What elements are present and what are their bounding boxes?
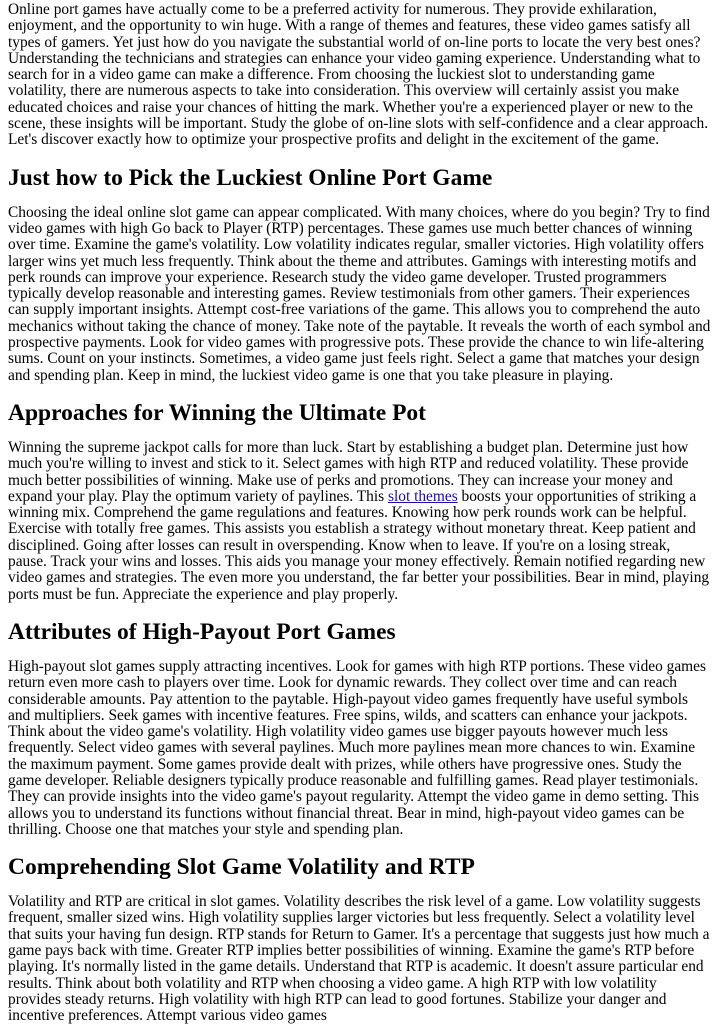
section-body-luckiest-game: Choosing the ideal online slot game can appear complicated. With many choices, where do you begin? Try to find video games with high Go back to Player (RTP) percentages. These games use much better chances of winning over time. Examine the game's volatility. Low volatility indicates regular, smaller victories. High volatility offers larger wins yet much less frequently. Think about the theme and attributes. Gamings with interesting motifs and perk rounds can improve your experience. Research study the video game developer. Trusted programmers typically develop reasonable and interesting games. Review testimonials from other gamers. Their experiences can supply important insights. Attempt cost-free variations of the game. This allows you to comprehend the auto mechanics without taking the chance of money. Take note of the paytable. It reveals the worth of each symbol and prospective payments. Look for video games with progressive pots. These provide the chance to win life-altering sums. Count on your instincts. Sometimes, a video game just feels right. Select a game that matches your design and spending plan. Keep in mind, the luckiest video game is one that you take pleasure in playing. xyxy=(8,203,711,384)
section-body-volatility-rtp: Volatility and RTP are critical in slot games. Volatility describes the risk level of a game. Low volatility suggests frequent, smaller sized wins. High volatility supplies larger victories but less frequently. Select a volatility level that suits your having fun design. RTP stands for Return to Gamer. It's a percentage that suggests just how much a game pays back with time. Greater RTP implies better possibilities of winning. Examine the game's RTP before playing. It's normally listed in the game details. Understand that RTP is academic. It doesn't assure particular end results. Think about both volatility and RTP when choosing a video game. A high RTP with low volatility provides steady returns. High volatility with high RTP can lead to good fortunes. Stabilize your danger and incentive preferences. Attempt various video games xyxy=(8,893,710,1025)
section-heading-high-payout: Attributes of High-Payout Port Games xyxy=(8,618,396,645)
intro-paragraph: Online port games have actually come to be a preferred activity for numerous. They provide exhilaration, enjoyment, and the opportunity to win huge. With a range of themes and features, these video games satisfy all types of gamers. Yet just how do you navigate the substantial world of on-line ports to locate the very best ones? Understanding the technicians and strategies can enhance your video gaming experience. Understanding what to search for in a video game can make a difference. From choosing the luckiest slot to understanding game volatility, there are numerous aspects to take into consideration. This overview will certainly assist you make educated choices and raise your chances of hitting the mark. Whether you're a experienced player or new to the scene, these insights will be important. Study the globe of on-line slots with self-confidence and a clear approach. Let's discover exactly how to optimize your prospective profits and delight in the excitement of the game. xyxy=(8,1,709,149)
body-text-before-link: Winning the supreme jackpot calls for more than luck. Start by establishing a budget plan. Determine just how much you're willing to invest and stick to it. Select games with high RTP and reduced volatility. These provide much better possibilities of winning. Make use of perks and promotions. They can increase your money and expand your play. Play the optimum variety of paylines. This xyxy=(8,438,689,505)
section-heading-luckiest-game: Just how to Pick the Luckiest Online Port Game xyxy=(8,164,493,191)
section-body-high-payout: High-payout slot games supply attracting incentives. Look for games with high RTP portions. These video games return even more cash to players over time. Look for dynamic rewards. They collect over time and can reach considerable amounts. Pay attention to the paytable. High-payout video games frequently have useful symbols and multipliers. Seek games with incentive features. Free spins, wilds, and scatters can enhance your jackpots. Think about the video game's volatility. High volatility video games use bigger payouts however much less frequently. Select video games with several paylines. Much more paylines mean more chances to win. Examine the maximum payment. Some games provide dealt with prizes, while others have progressive ones. Study the game developer. Reliable designers typically produce reasonable and fulfilling games. Read player testimonials. They can provide insights into the video game's payout regularity. Attempt the video game in demo setting. This allows you to understand its functions without financial threat. Bear in mind, high-payout video games can be thrilling. Choose one that matches your style and spending plan. xyxy=(8,657,706,838)
section-heading-volatility-rtp: Comprehending Slot Game Volatility and RTP xyxy=(8,854,475,881)
section-body-winning-pot xyxy=(8,440,712,603)
section-heading-winning-pot: Approaches for Winning the Ultimate Pot xyxy=(8,399,427,426)
slot-themes-link[interactable]: slot themes xyxy=(388,487,458,505)
body-text-after-link: boosts your opportunities of striking a winning mix. Comprehend the game regulations and features. Knowing how perk rounds work can be helpful. Exercise with totally free games. This assists you establish a strategy without monetary threat. Keep patient and disciplined. Going after losses can result in overspending. Know when to leave. If you're on a losing streak, pause. Track your wins and losses. This aids you manage your money effectively. Remain notified regarding new video games and strategies. The even more you understand, the far better your possibilities. Bear in mind, playing ports must be fun. Appreciate the experience and play properly. xyxy=(8,487,710,603)
